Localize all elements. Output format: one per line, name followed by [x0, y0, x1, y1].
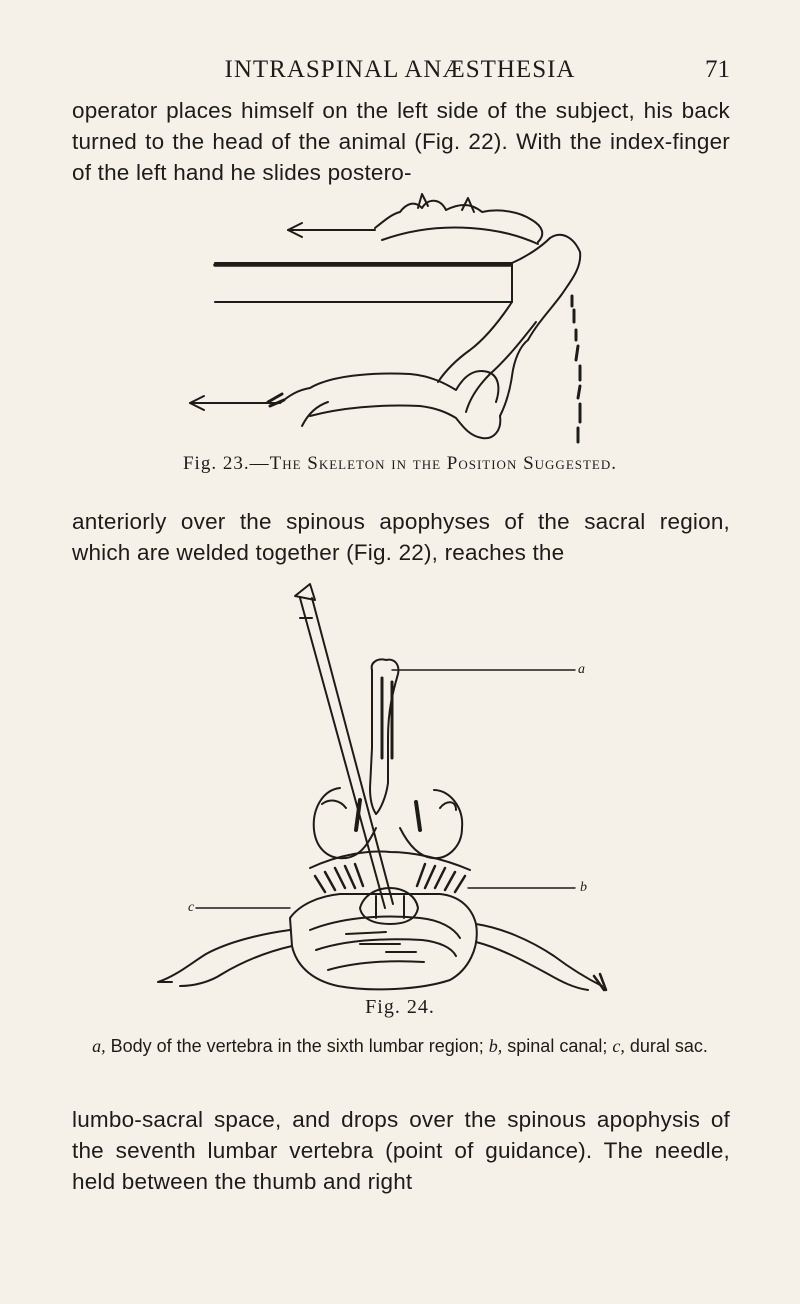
legend-key-b: b,	[488, 1036, 503, 1056]
paragraph-3-text: lumbo-sacral space, and drops over the spinous apophysis of the seventh lumbar vertebra (point of guidance). The needle, held between the thumb and right	[72, 1107, 730, 1194]
figure-23-caption-title: The Skeleton in the Position Suggested.	[269, 453, 618, 474]
legend-text-a: Body of the vertebra in the sixth lumbar region;	[105, 1036, 489, 1056]
paragraph-1	[72, 95, 730, 188]
legend-text-c: dural sac.	[624, 1036, 708, 1056]
page-number: 71	[705, 56, 730, 83]
paragraph-2	[72, 506, 730, 568]
figure-23-skeleton	[170, 190, 630, 450]
legend-key-c: c,	[612, 1036, 625, 1056]
figure-23-caption-prefix: Fig. 23.—	[182, 453, 270, 474]
figure-24-vertebra	[150, 578, 630, 994]
figure-24-legend	[80, 1034, 720, 1058]
figure-24-label-b: b	[580, 880, 587, 895]
figure-23-caption	[70, 453, 730, 475]
running-head: INTRASPINAL ANÆSTHESIA	[224, 56, 576, 83]
legend-key-a: a,	[92, 1036, 106, 1056]
figure-24-label-a: a	[578, 662, 585, 677]
paragraph-3	[72, 1104, 730, 1197]
figure-24-label-c: c	[188, 900, 195, 915]
paragraph-2-text: anteriorly over the spinous apophyses of the sacral region, which are welded together (Fig. 22), reaches the	[72, 509, 730, 565]
legend-text-b: spinal canal;	[502, 1036, 613, 1056]
figure-24-caption: Fig. 24.	[365, 996, 435, 1018]
page-header	[70, 48, 730, 88]
paragraph-1-text: operator places himself on the left side of the subject, his back turned to the head of the animal (Fig. 22). With the index-finger of the left hand he slides postero-	[72, 98, 730, 185]
